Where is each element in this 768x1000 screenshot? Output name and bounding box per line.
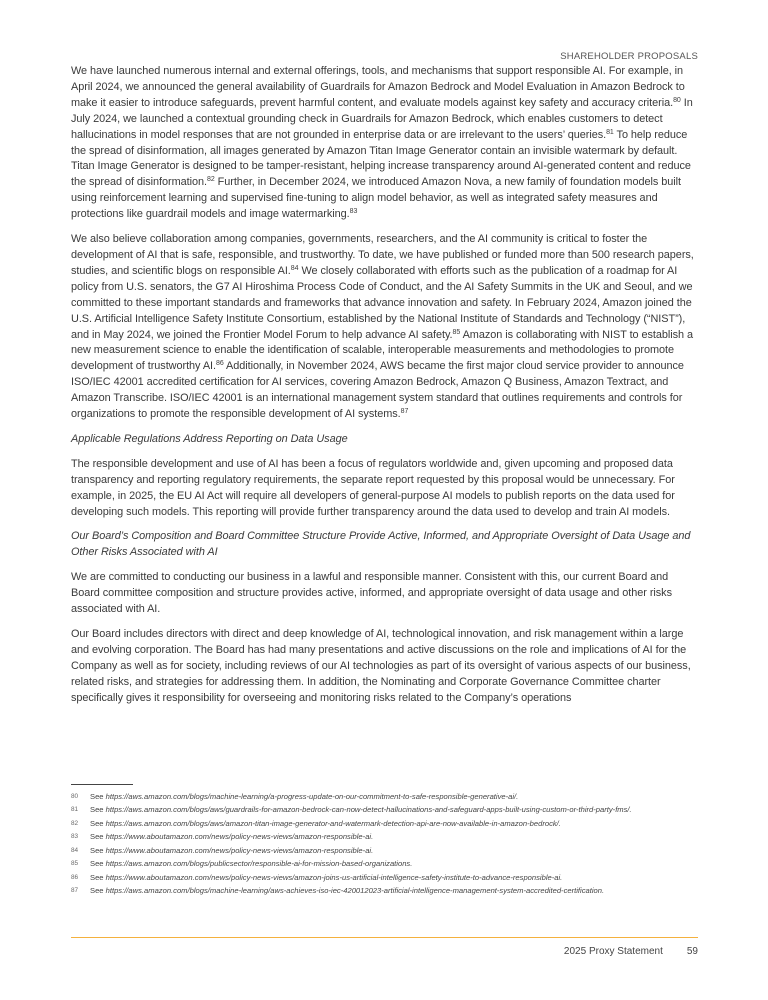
page-number: 59 xyxy=(686,946,698,957)
paragraph-collaboration xyxy=(71,232,699,423)
text: See xyxy=(90,859,106,869)
footnote-ref[interactable]: 87 xyxy=(400,408,409,416)
footnote-link[interactable]: https://www.aboutamazon.com/news/policy-news-views/amazon-responsible-ai. xyxy=(105,845,374,855)
text: See xyxy=(90,872,106,882)
paragraph-commitment: We are committed to conducting our business in a lawful and responsible manner. Consistent with this, our current Board and Board committee composition and structure provides active, informed, and appropriate oversight of data usage and other risks associated with AI. xyxy=(71,571,672,616)
text: In July 2024, we launched a contextual grounding check in Guardrails for Amazon Bedrock, which enables customers to detect hallucinations in model responses that are not grounded in enterprise data or are irrelevant to the users’ queries. xyxy=(71,96,693,141)
section-header: SHAREHOLDER PROPOSALS xyxy=(560,51,698,62)
footnote xyxy=(71,819,701,830)
footnote-number: 85 xyxy=(71,860,79,868)
footnote-number: 86 xyxy=(71,873,79,881)
footnote-divider xyxy=(71,784,133,785)
subheading-regulations: Applicable Regulations Address Reporting on Data Usage xyxy=(71,432,348,445)
footnote-link[interactable]: https://www.aboutamazon.com/news/policy-news-views/amazon-responsible-ai. xyxy=(105,832,374,842)
text: See xyxy=(90,886,106,896)
text: Additionally, in November 2024, AWS became the first major cloud service provider to announce ISO/IEC 42001 accredited certification for AI services, covering Amazon Bedrock, Amazon Q Business, Amazon Textract, and Amazon Transcribe. ISO/IEC 42001 is an international management system standard that outlines requirements and controls for organizations to promote the responsible development of AI systems. xyxy=(71,360,684,421)
footnote-link[interactable]: https://aws.amazon.com/blogs/machine-learning/aws-achieves-iso-iec-420012023-artificial-intelligence-management-system-accredited-certification. xyxy=(105,886,605,896)
page-footer xyxy=(564,946,698,957)
subheading-board-oversight: Our Board’s Composition and Board Committee Structure Provide Active, Informed, and Appropriate Oversight of Data Usage and Other Risks Associated with AI xyxy=(71,530,691,559)
footnote-link[interactable]: https://aws.amazon.com/blogs/aws/guardrails-for-amazon-bedrock-can-now-detect-hallucinations-and-safeguard-apps-built-using-custom-or-third-party-fms/. xyxy=(105,805,632,815)
footnote-number: 83 xyxy=(71,833,79,841)
text: See xyxy=(90,818,106,828)
footnote xyxy=(71,805,701,816)
text: See xyxy=(90,845,106,855)
footnote xyxy=(71,886,701,897)
footnote-number: 82 xyxy=(71,819,79,827)
text: See xyxy=(90,832,106,842)
footnote-ref[interactable]: 80 xyxy=(673,96,681,104)
text: We closely collaborated with efforts such as the publication of a roadmap for AI policy from U.S. senators, the G7 AI Hiroshima Process Code of Conduct, and the AI Safety Summits in the UK and Seoul, and we committed to these important standards and frameworks that advance innovation and safety. In February 2024, Amazon joined the U.S. Artificial Intelligence Safety Institute Consortium, established by the National Institute of Standards and Technology (“NIST”), and in May 2024, we joined the Frontier Model Forum to help advance AI safety. xyxy=(71,264,693,341)
footnote-number: 87 xyxy=(71,887,79,895)
paragraph-board: Our Board includes directors with direct and deep knowledge of AI, technological innovation, and risk management within a large and evolving corporation. The Board has had many presentations and active discussions on the role and implications of AI for the Company as well as for society, including reviews of our AI technologies as part of its oversight of various aspects of our business, related risks, and strategies for addressing them. In addition, the Nominating and Corporate Governance Committee charter specifically gives it responsibility for overseeing and monitoring risks related to the Company’s operations xyxy=(71,628,691,704)
text: See xyxy=(90,792,106,801)
footnote-number: 81 xyxy=(71,806,79,814)
footnote-ref[interactable]: 82 xyxy=(206,176,215,184)
text: See xyxy=(90,805,106,815)
footnote-link[interactable]: https://www.aboutamazon.com/news/policy-news-views/amazon-joins-us-artificial-intelligence-safety-institute-to-advance-responsible-ai. xyxy=(105,872,563,882)
footnote-ref[interactable]: 81 xyxy=(606,128,614,136)
text: We also believe collaboration among companies, governments, researchers, and the AI community is critical to foster the development of AI that is safe, responsible, and trustworthy. To date, we have published or funded more than 500 research papers, studies, and scientific blogs on responsible AI. xyxy=(71,233,694,277)
text: Further, in December 2024, we introduced Amazon Nova, a new family of foundation models built using reinforcement learning and supervised fine-tuning to align model behavior, as well as integrated safety measures and protections like guardrail models and image watermarking. xyxy=(71,176,681,221)
footnote xyxy=(71,846,701,857)
footer-accent-line xyxy=(71,937,698,938)
footnote xyxy=(71,792,701,803)
footnote xyxy=(71,832,701,843)
footnote-link[interactable]: https://aws.amazon.com/blogs/aws/amazon-titan-image-generator-and-watermark-detection-api-are-now-available-in-amazon-bedrock/. xyxy=(105,818,561,828)
paragraph-regulations: The responsible development and use of AI has been a focus of regulators worldwide and, given upcoming and proposed data transparency and reporting regulatory requirements, the separate report requested by this proposal would be unnecessary. For example, in 2025, the EU AI Act will require all developers of general-purpose AI models to publish reports on the data used for developing such models. This reporting will provide further transparency around the data used to develop and train AI models. xyxy=(71,457,675,518)
footnote xyxy=(71,873,701,884)
text: Amazon is collaborating with NIST to establish a new measurement science to enable the identification of scalable, interoperable measurements and methodologies to promote development of trustworthy AI. xyxy=(71,328,694,373)
paragraph-responsible-ai-offerings xyxy=(71,64,699,223)
footnote xyxy=(71,859,701,870)
footnote-ref[interactable]: 83 xyxy=(349,208,358,216)
footnote-number: 80 xyxy=(71,793,79,800)
footnote-ref[interactable]: 84 xyxy=(290,264,299,272)
footnote-link[interactable]: https://aws.amazon.com/blogs/publicsector/responsible-ai-for-mission-based-organizations. xyxy=(105,859,413,869)
body-text xyxy=(71,64,699,716)
text: We have launched numerous internal and external offerings, tools, and mechanisms that support responsible AI. For example, in April 2024, we announced the general availability of Guardrails for Amazon Bedrock and Model Evaluation in Amazon Bedrock to make it easier to introduce safeguards, prevent harmful content, and evaluate models against key safety and accuracy criteria. xyxy=(71,65,685,109)
text: To help reduce the spread of disinformation, all images generated by Amazon Titan Image Generator contain an invisible watermark by default. Titan Image Generator is designed to be tamper-resistant, helping increase transparency around AI-generated content and reduce the spread of disinformation. xyxy=(71,128,691,189)
footnote-number: 84 xyxy=(71,846,79,854)
footnote-link[interactable]: https://aws.amazon.com/blogs/machine-learning/a-progress-update-on-our-commitment-to-safe-responsible-generative-ai/. xyxy=(105,792,519,801)
footnote-ref[interactable]: 86 xyxy=(216,360,224,368)
document-title: 2025 Proxy Statement xyxy=(563,946,663,957)
footnote-ref[interactable]: 85 xyxy=(452,328,461,336)
footnotes xyxy=(71,792,701,900)
